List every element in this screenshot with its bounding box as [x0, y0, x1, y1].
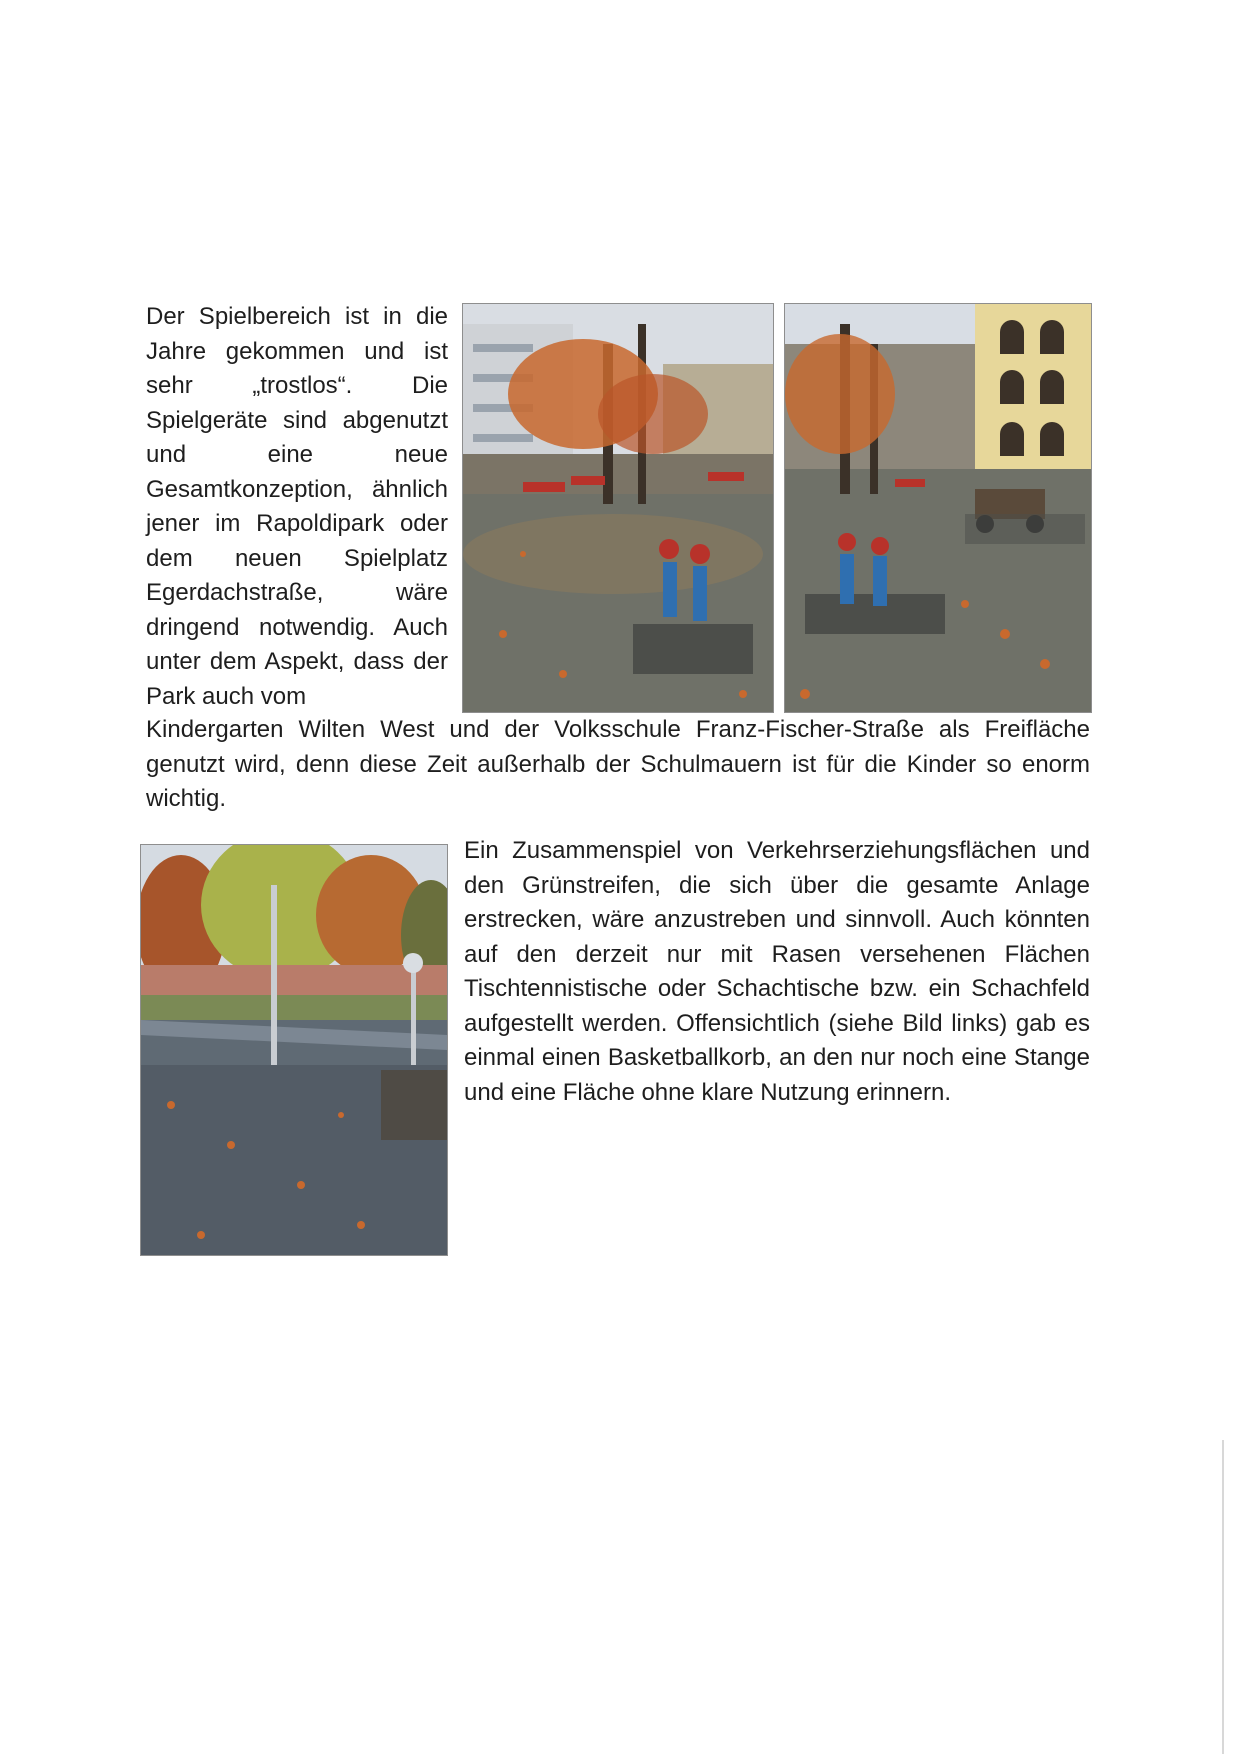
paragraph-1-side-text: Der Spielbereich ist in die Jahre gekommen und ist sehr „trostlos“. Die Spielgeräte sind abgenutzt und eine neue Gesamtkonzeption, ähnlich jener im Rapoldipark oder dem neuen Spielplatz Egerdachstraße, wäre dringend notwendig. Auch unter dem Aspekt, dass der Park auch vom: [146, 303, 448, 710]
photo-former-basketball-area: [140, 844, 448, 1256]
scan-page-edge: [1222, 1440, 1224, 1754]
photo-playground-tree: [462, 303, 774, 713]
paragraph-1-full-text: Kindergarten Wilten West und der Volksschule Franz-Fischer-Straße als Freifläche genutzt wird, denn diese Zeit außerhalb der Schulmauern ist für die Kinder so enorm wichtig.: [146, 716, 1090, 812]
photo-playground-building: [784, 303, 1092, 713]
paragraph-2-text: Ein Zusammenspiel von Verkehrserziehungsflächen und den Grünstreifen, die sich über die gesamte Anlage erstrecken, wäre anzustreben und sinnvoll. Auch könnten auf den derzeit nur mit Rasen versehenen Flächen Tischtennistische oder Schachtische bzw. ein Schachfeld aufgestellt werden. Offensichtlich (siehe Bild links) gab es einmal einen Basketballkorb, an den nur noch eine Stange und eine Fläche ohne klare Nutzung erinnern.: [464, 837, 1090, 1106]
